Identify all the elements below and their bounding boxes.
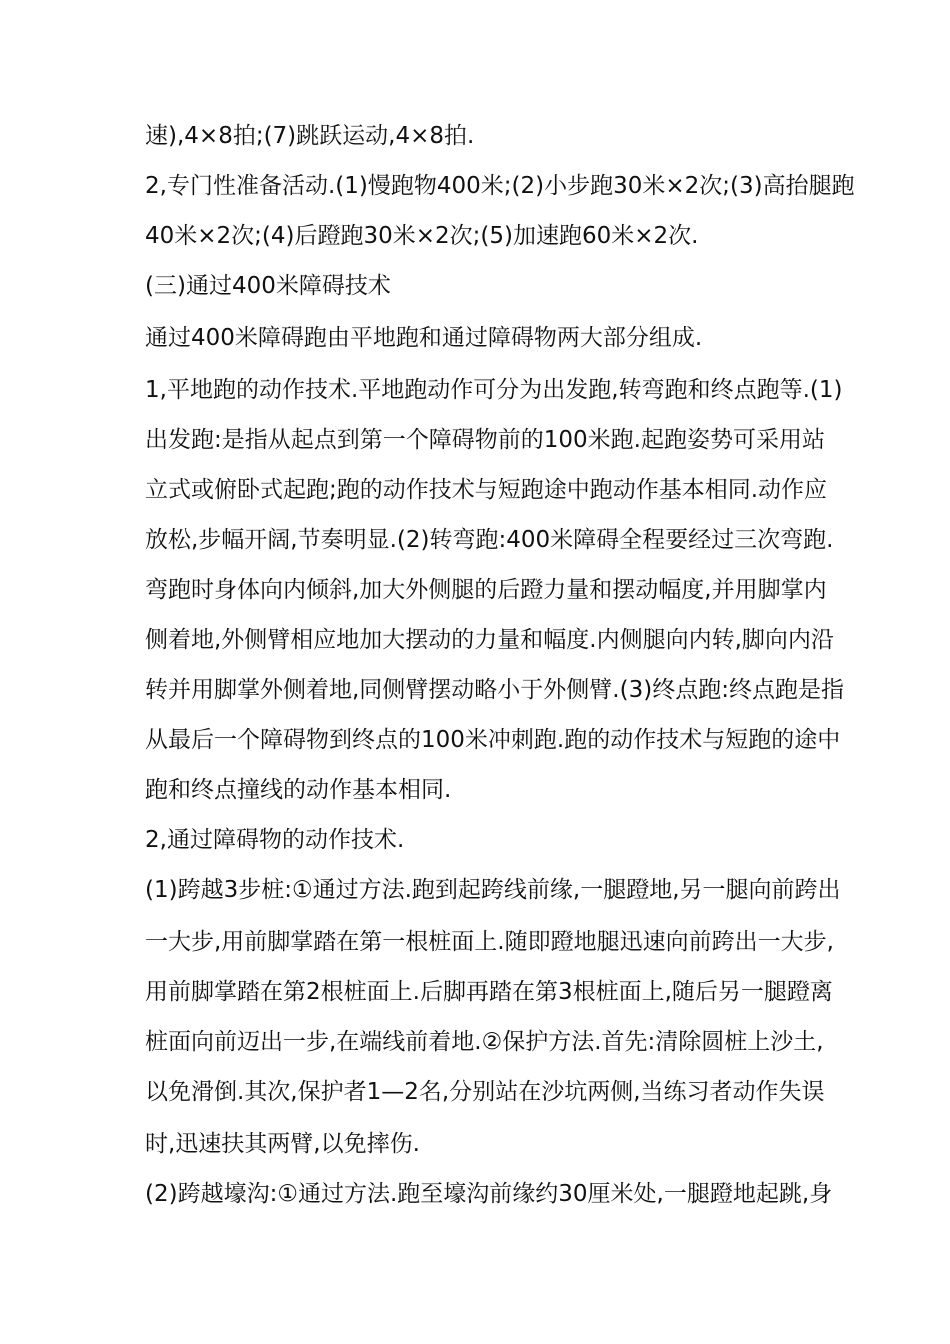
text-line: (2)跨越壕沟:①通过方法.跑至壕沟前缘约30厘米处,一腿蹬地起跳,身 xyxy=(145,1181,833,1207)
text-line: 速),4×8拍;(7)跳跃运动,4×8拍. xyxy=(145,123,475,149)
text-line: 以免滑倒.其次,保护者1—2名,分别站在沙坑两侧,当练习者动作失误 xyxy=(145,1079,825,1105)
text-line: 时,迅速扶其两臂,以免摔伤. xyxy=(145,1131,420,1157)
text-line: 桩面向前迈出一步,在端线前着地.②保护方法.首先:清除圆桩上沙土, xyxy=(145,1029,824,1055)
text-line: 用前脚掌踏在第2根桩面上.后脚再踏在第3根桩面上,随后另一腿蹬离 xyxy=(145,979,833,1005)
text-line: 侧着地,外侧臂相应地加大摆动的力量和幅度.内侧腿向内转,脚向内沿 xyxy=(145,627,834,653)
section-heading: (三)通过400米障碍技术 xyxy=(145,273,391,299)
text-line: 从最后一个障碍物到终点的100米冲刺跑.跑的动作技术与短跑的途中 xyxy=(145,727,841,753)
text-line: 放松,步幅开阔,节奏明显.(2)转弯跑:400米障碍全程要经过三次弯跑. xyxy=(145,527,834,553)
text-line: 1,平地跑的动作技术.平地跑动作可分为出发跑,转弯跑和终点跑等.(1) xyxy=(145,377,843,403)
text-line: 通过400米障碍跑由平地跑和通过障碍物两大部分组成. xyxy=(145,325,703,351)
text-line: 40米×2次;(4)后蹬跑30米×2次;(5)加速跑60米×2次. xyxy=(145,223,699,249)
text-line: 出发跑:是指从起点到第一个障碍物前的100米跑.起跑姿势可采用站 xyxy=(145,427,825,453)
text-line: 弯跑时身体向内倾斜,加大外侧腿的后蹬力量和摆动幅度,并用脚掌内 xyxy=(145,577,827,603)
text-line: 2,专门性准备活动.(1)慢跑物400米;(2)小步跑30米×2次;(3)高抬腿跑 xyxy=(145,173,855,199)
text-line: 一大步,用前脚掌踏在第一根桩面上.随即蹬地腿迅速向前跨出一大步, xyxy=(145,929,834,955)
text-line: 跑和终点撞线的动作基本相同. xyxy=(145,777,452,803)
text-line: 2,通过障碍物的动作技术. xyxy=(145,827,405,853)
text-line: 转并用脚掌外侧着地,同侧臂摆动略小于外侧臂.(3)终点跑:终点跑是指 xyxy=(145,677,844,703)
text-line: 立式或俯卧式起跑;跑的动作技术与短跑途中跑动作基本相同.动作应 xyxy=(145,477,828,503)
text-line: (1)跨越3步桩:①通过方法.跑到起跨线前缘,一腿蹬地,另一腿向前跨出 xyxy=(145,877,841,903)
